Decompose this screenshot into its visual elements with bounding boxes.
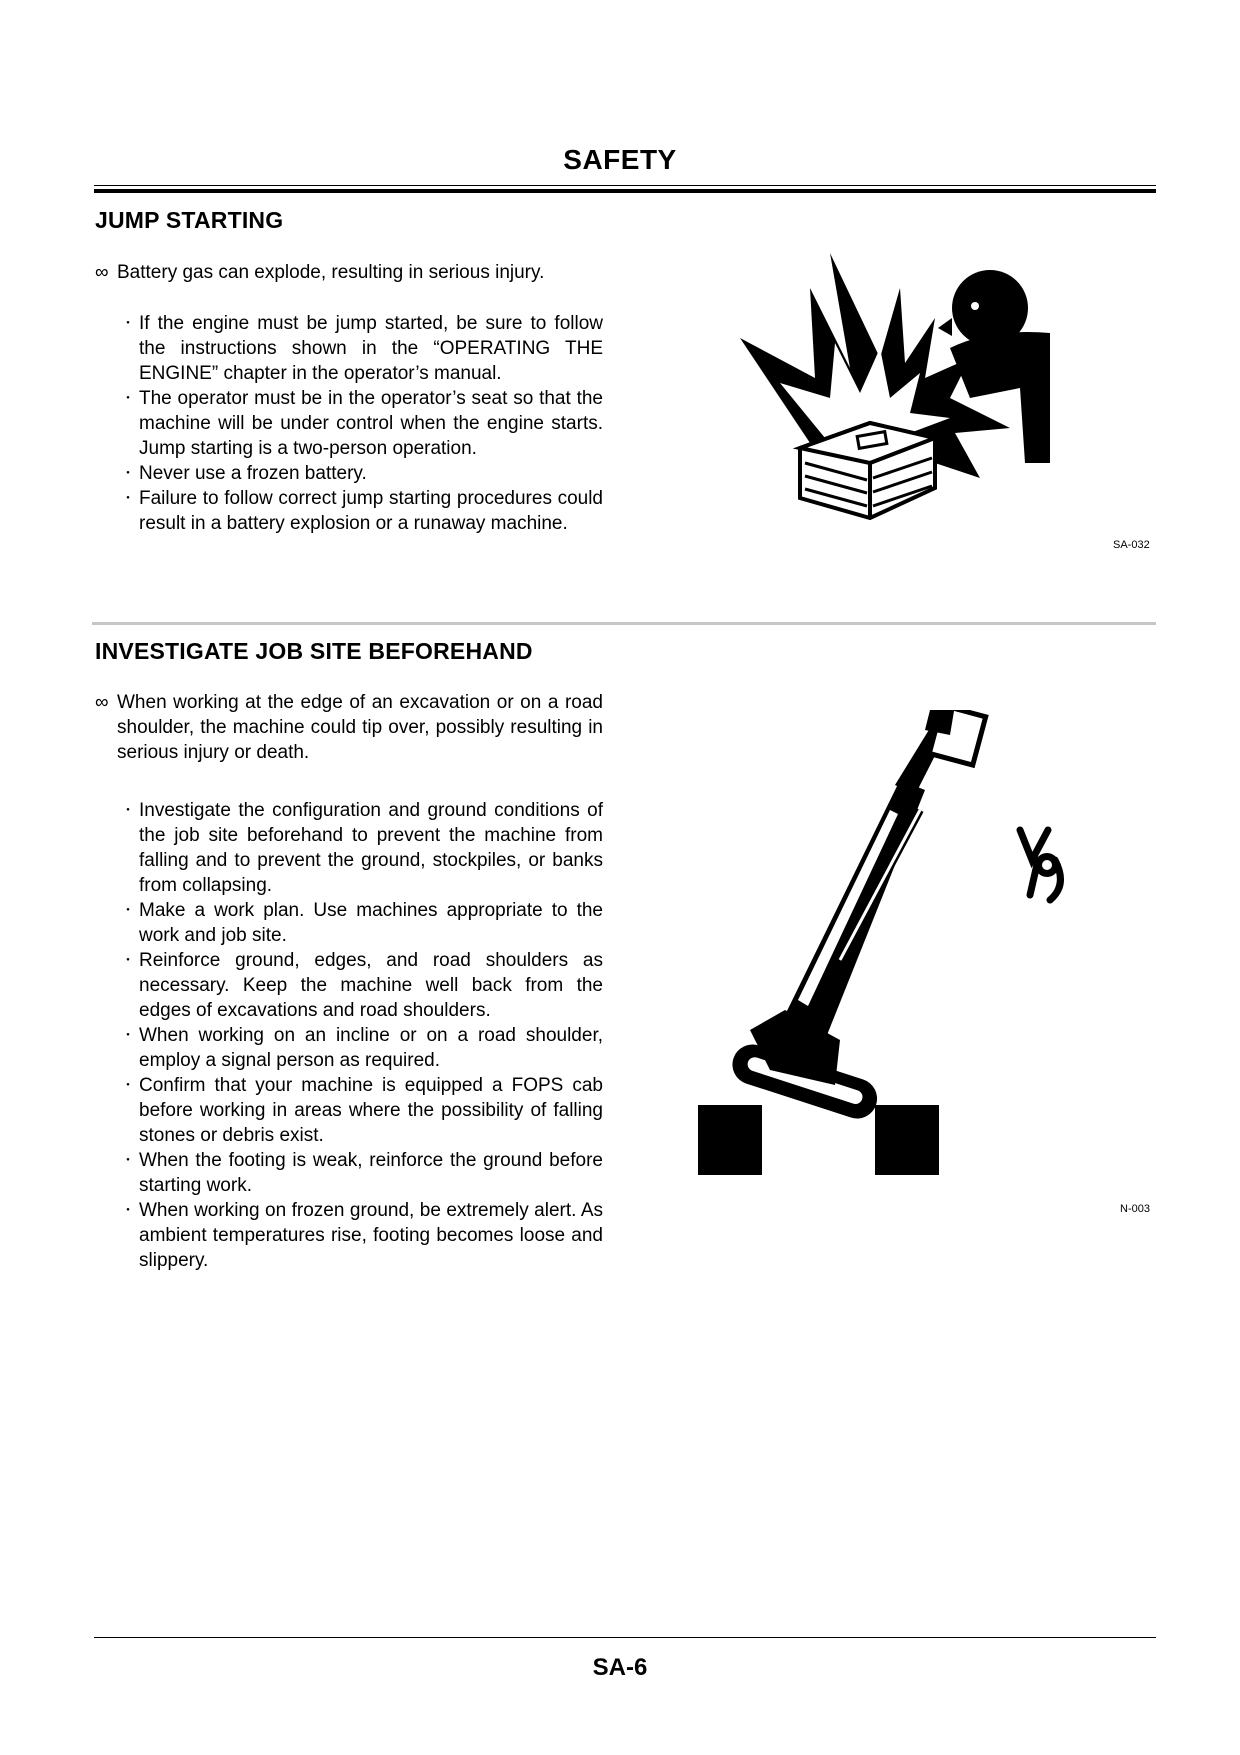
figure-code: N-003 [1120, 1203, 1150, 1215]
battery-explosion-icon [720, 248, 1060, 528]
list-item: ・ The operator must be in the operator’s seat so that the machine will be under control when the engine starts. Jump starting is a two-person operation. [121, 388, 603, 459]
bullet-icon: ・ [121, 1202, 135, 1218]
warning-text-excavation [95, 690, 603, 765]
bullet-icon: ・ [121, 1027, 135, 1043]
warning-statement: When working at the edge of an excavation or on a road shoulder, the machine could tip over, possibly resulting in serious injury or death. [117, 692, 603, 763]
bullet-icon: ・ [121, 315, 135, 331]
list-item: ・ Confirm that your machine is equipped a FOPS cab before working in areas where the possibility of falling stones or debris exist. [121, 1075, 603, 1146]
list-item: ・ Reinforce ground, edges, and road shoulders as necessary. Keep the machine well back from the edges of excavations and road shoulders. [121, 950, 603, 1021]
header-rule-thin [94, 185, 1156, 186]
list-item: ・ Failure to follow correct jump starting procedures could result in a battery explosion or a runaway machine. [121, 488, 603, 534]
list-item: ・ Make a work plan. Use machines appropriate to the work and job site. [121, 900, 603, 946]
section-heading-job-site: INVESTIGATE JOB SITE BEFOREHAND [95, 638, 533, 664]
warning-symbol: ∞ [95, 692, 109, 713]
section-heading-jump-starting: JUMP STARTING [95, 207, 284, 233]
list-item: ・ Investigate the configuration and ground conditions of the job site beforehand to prevent the machine from falling and to prevent the ground, stockpiles, or banks from collapsing. [121, 800, 603, 896]
list-item: ・ If the engine must be jump started, be sure to follow the instructions shown in the “OPERATING THE ENGINE” chapter in the operator’s manual. [121, 313, 603, 384]
list-item: ・ When the footing is weak, reinforce the ground before starting work. [121, 1150, 603, 1196]
figure-code: SA-032 [1113, 539, 1150, 551]
page-title: SAFETY [563, 144, 677, 175]
list-item: ・ When working on an incline or on a road shoulder, employ a signal person as required. [121, 1025, 603, 1071]
jump-starting-bullet-list [117, 311, 603, 536]
warning-text-battery [95, 260, 603, 285]
warning-statement: Battery gas can explode, resulting in serious injury. [117, 262, 545, 283]
list-item: ・ Never use a frozen battery. [121, 463, 367, 484]
bullet-icon: ・ [121, 1152, 135, 1168]
bullet-icon: ・ [121, 1077, 135, 1093]
bullet-icon: ・ [121, 802, 135, 818]
bullet-icon: ・ [121, 390, 135, 406]
footer-rule [94, 1637, 1156, 1638]
section-divider [92, 622, 1156, 625]
list-item: ・ When working on frozen ground, be extremely alert. As ambient temperatures rise, footing becomes loose and slippery. [121, 1200, 603, 1271]
bullet-icon: ・ [121, 902, 135, 918]
page-number: SA-6 [592, 1654, 648, 1681]
warning-symbol: ∞ [95, 262, 109, 283]
bullet-icon: ・ [121, 465, 135, 481]
bullet-icon: ・ [121, 952, 135, 968]
job-site-bullet-list [117, 798, 603, 1273]
excavator-tipping-icon [690, 710, 1090, 1180]
header-rule-thick [94, 189, 1156, 193]
bullet-icon: ・ [121, 490, 135, 506]
